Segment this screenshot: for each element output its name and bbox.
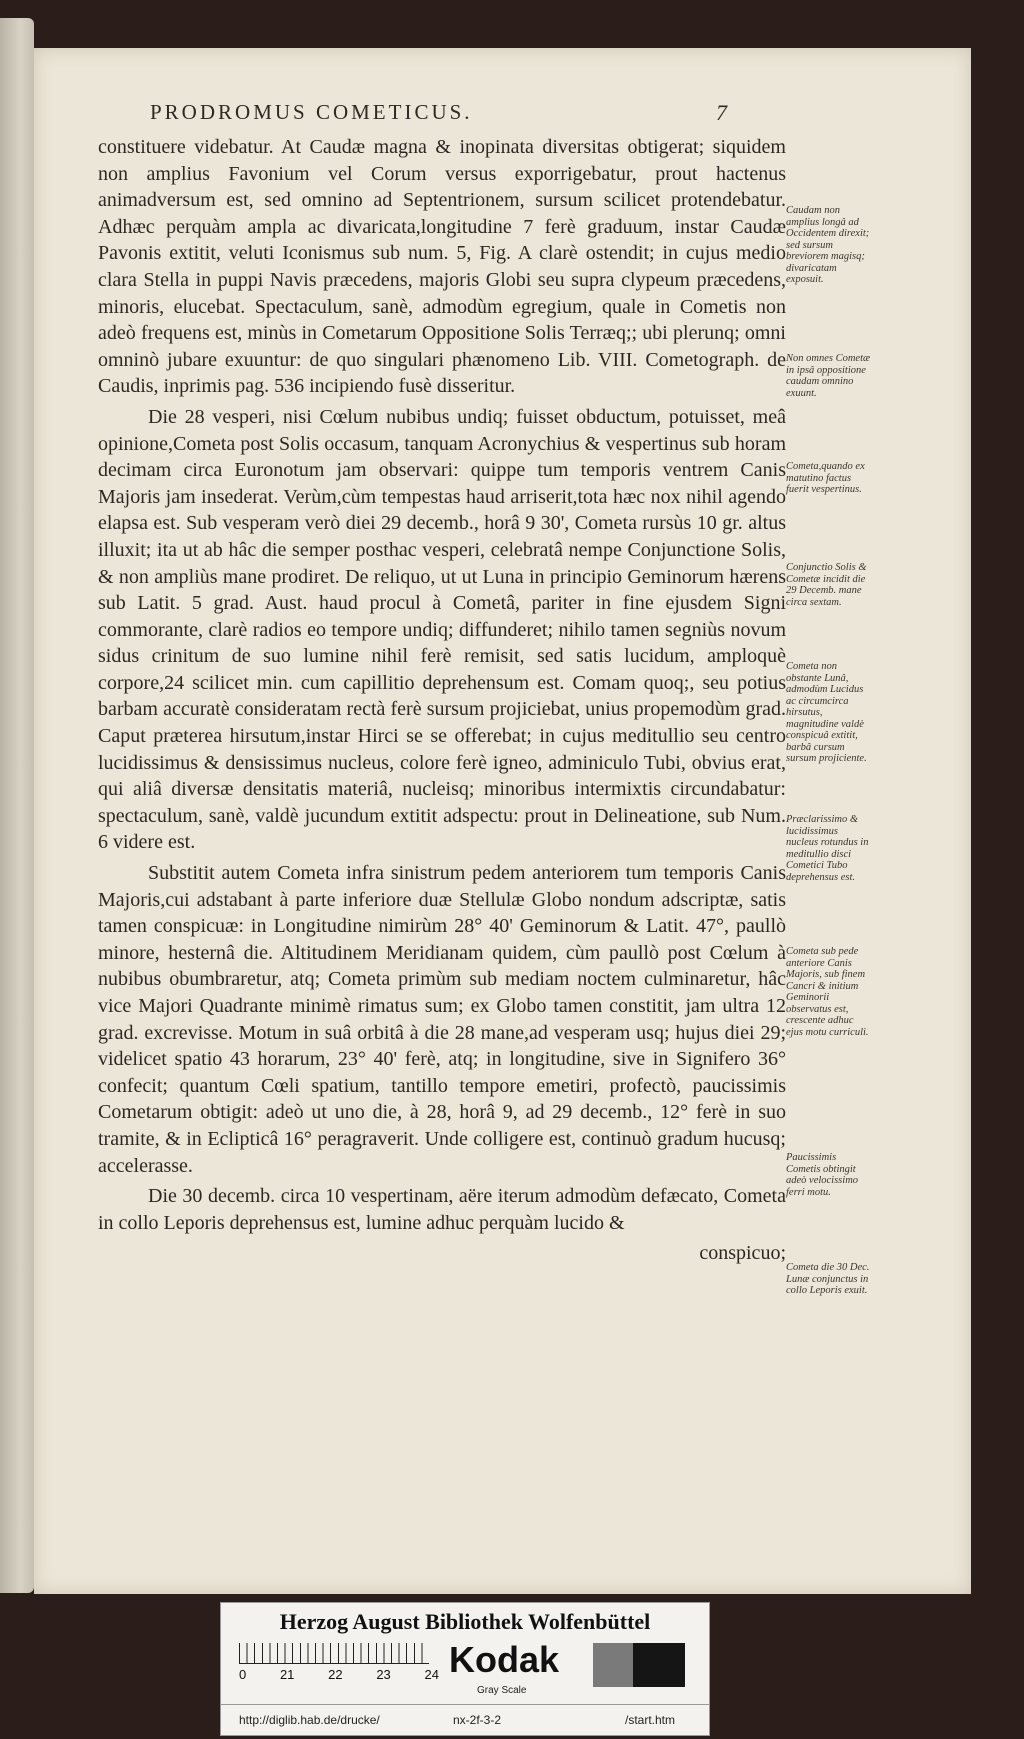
library-name: Herzog August Bibliothek Wolfenbüttel <box>279 1609 651 1634</box>
shelfmark: nx-2f-3-2 <box>453 1713 502 1727</box>
margin-note-7: Cometa sub pede anteriore Canis Majoris, sub finem Cancri & initium Geminorii observatus est, crescente adhuc ejus motu curriculi. <box>786 946 869 1038</box>
start-link: /start.htm <box>625 1713 676 1727</box>
paragraph-4: Die 30 decemb. circa 10 vespertinam, aëre iterum admodùm defæcato, Cometa in collo Leporis deprehensus est, lumine adhuc perquàm lucido & <box>98 1185 786 1234</box>
margin-note-9: Cometa die 30 Dec. Lunæ conjunctus in collo Leporis exuit. <box>786 1262 870 1296</box>
margin-note-5: Cometa non obstante Lunâ, admodùm Lucidus ac circumcirca hirsutus, magnitudine valdè conspicuâ extitit, barbâ cursum sursum projiciente. <box>786 661 867 764</box>
ruler-number: 21 <box>279 1667 295 1682</box>
source-url: http://diglib.hab.de/drucke/ <box>239 1713 380 1727</box>
margin-note-1: Caudam non amplius longâ ad Occidentem direxit; sed sursum breviorem magisq; divaricatam exposuit. <box>786 205 870 285</box>
ruler-number: 24 <box>424 1667 439 1682</box>
page-number: 7 <box>716 100 727 125</box>
ruler-scale <box>239 1643 429 1664</box>
margin-note-3: Cometa,quando ex matutino factus fuerit vespertinus. <box>786 461 865 495</box>
running-head: PRODROMUS COMETICUS. <box>150 100 473 124</box>
paragraph-3: Substitit autem Cometa infra sinistrum pedem anteriorem tum temporis Canis Majoris,cui adstabant à parte inferiore duæ Stellulæ Globo nondum adscriptæ, satis tamen conspicuæ: in Longitudine nimirùm 28° 40' Geminorum & Latit. 47°, paullò minore, hesternâ die. Altitudinem Meridianam quidem, cùm paullò post Cœlum à nubibus obumbraretur, atq; Cometa primùm sub mediam noctem culminaretur, hâc vice Majori Quadrante minimè rimatus sum; ex Globo tamen constitit, jam ultra 12 grad. excrevisse. Motum in suâ orbitâ à die 28 mane,ad vesperam usq; hujus diei 29; videlicet spatio 43 horarum, 23° 40' ferè, atq; in longitudine, sive in Signifero 36° confecit; quantum Cœli spatium, tantillo tempore emetiri, profectò, paucissimis Cometarum obtigit: adeò ut uno die, à 28, horâ 9, ad 29 decemb., 12° ferè in suo tramite, & in Eclipticâ 16° peragraverit. Unde colligere est, continuò gradum hucusq; accelerasse. <box>98 862 786 1177</box>
previous-page-edge <box>0 18 34 1593</box>
gray-swatch-dark <box>633 1643 685 1687</box>
margin-note-2: Non omnes Cometæ in ipsâ oppositione caudam omnino exuunt. <box>786 353 870 399</box>
margin-note-4: Conjunctio Solis & Cometæ incidit die 29 Decemb. mane circa sextam. <box>786 562 867 608</box>
margin-note-8: Paucissimis Cometis obtingit adeò velocissimo ferri motu. <box>786 1152 859 1198</box>
paragraph-2: Die 28 vesperi, nisi Cœlum nubibus undiq; fuisset obductum, potuisset, meâ opinione,Cometa post Solis occasum, tanquam Acronychius & vespertinus sub horam decimam circa Euronotum jam observari: quippe tum temporis ventrem Canis Majoris jam insederat. Verùm,cùm tempestas haud arriserit,tota hæc nox nihil agendo elapsa est. Sub vesperam verò diei 29 decemb., horâ 9 30', Cometa rursùs 10 gr. altus illuxit; ita ut ab hâc die semper posthac vesperi, celebratâ nempe Conjunctione Solis, & non ampliùs mane prodiret. De reliquo, ut ut Luna in principio Geminorum hærens sub Latit. 5 grad. Aust. haud procul à Cometâ, pariter in fine ejusdem Signi commorante, clarè radios eo tempore undiq; diffunderet; nihilo tamen segniùs novum sidus crinitum de suo lumine nihil ferè remisit, sed satis lucidum, amploquè corpore,24 scilicet min. cum capillitio deprehensum est. Comam quoq;, seu potius barbam accuratè consideratam rectà ferè sursum projiciebat, unius propemodùm grad. Caput præterea hirsutum,instar Hirci se se offerebat; in cujus meditullio seu centro lucidissimus & densissimus nucleus, colore ferè igneo, adminiculo Tubi, obvius erat, qui aliâ diversæ densitatis materiâ, nucleisq; minoribus intermixtis circundabatur: spectaculum, sanè, valdè jucundum extitit adspectu: prout in Delineatione, sub Num. 6 videre est. <box>98 405 786 854</box>
kodak-logo: Kodak <box>449 1639 560 1680</box>
main-text <box>98 134 786 1267</box>
ruler-number: 22 <box>328 1667 343 1682</box>
ruler-number: 0 <box>239 1667 247 1682</box>
ruler-numbers <box>239 1667 439 1682</box>
digitization-colorbar <box>220 1602 710 1736</box>
paragraph-1: constituere videbatur. At Caudæ magna & inopinata diversitas obtigerat; siquidem non amplius Favonium vel Corum versus exporrigebatur, prout hactenus animadversum est, sed omnino ad Septentrionem, sursum scilicet protendebatur. Adhæc perquàm ampla ac divaricata,longitudine 7 ferè graduum, instar Caudæ Pavonis extitit, veluti Iconismus sub num. 5, Fig. A clarè ostendit; in cujus medio clara Stella in puppi Navis præcedens, majoris Globi seu supra clypeum præcedens, minoris, elucebat. Spectaculum, sanè, admodùm egregium, quale in Cometis non adeò frequens est, minùs in Cometarum Oppositione Solis Terræq;; ubi plerunq; omni omninò jubare exuuntur: de quo singulari phænomeno Lib. VIII. Cometograph. de Caudis, inprimis pag. 536 incipiendo fusè disseritur. <box>98 136 786 398</box>
gray-swatch-mid <box>593 1643 633 1687</box>
gray-scale-label: Gray Scale <box>477 1685 527 1696</box>
paragraph-4-end: conspicuo; <box>699 1242 786 1265</box>
ruler-number: 23 <box>376 1667 391 1682</box>
colorbar-footer <box>221 1704 709 1735</box>
margin-note-6: Præclarissimo & lucidissimus nucleus rotundus in meditullio disci Cometici Tubo deprehensus est. <box>786 814 869 883</box>
